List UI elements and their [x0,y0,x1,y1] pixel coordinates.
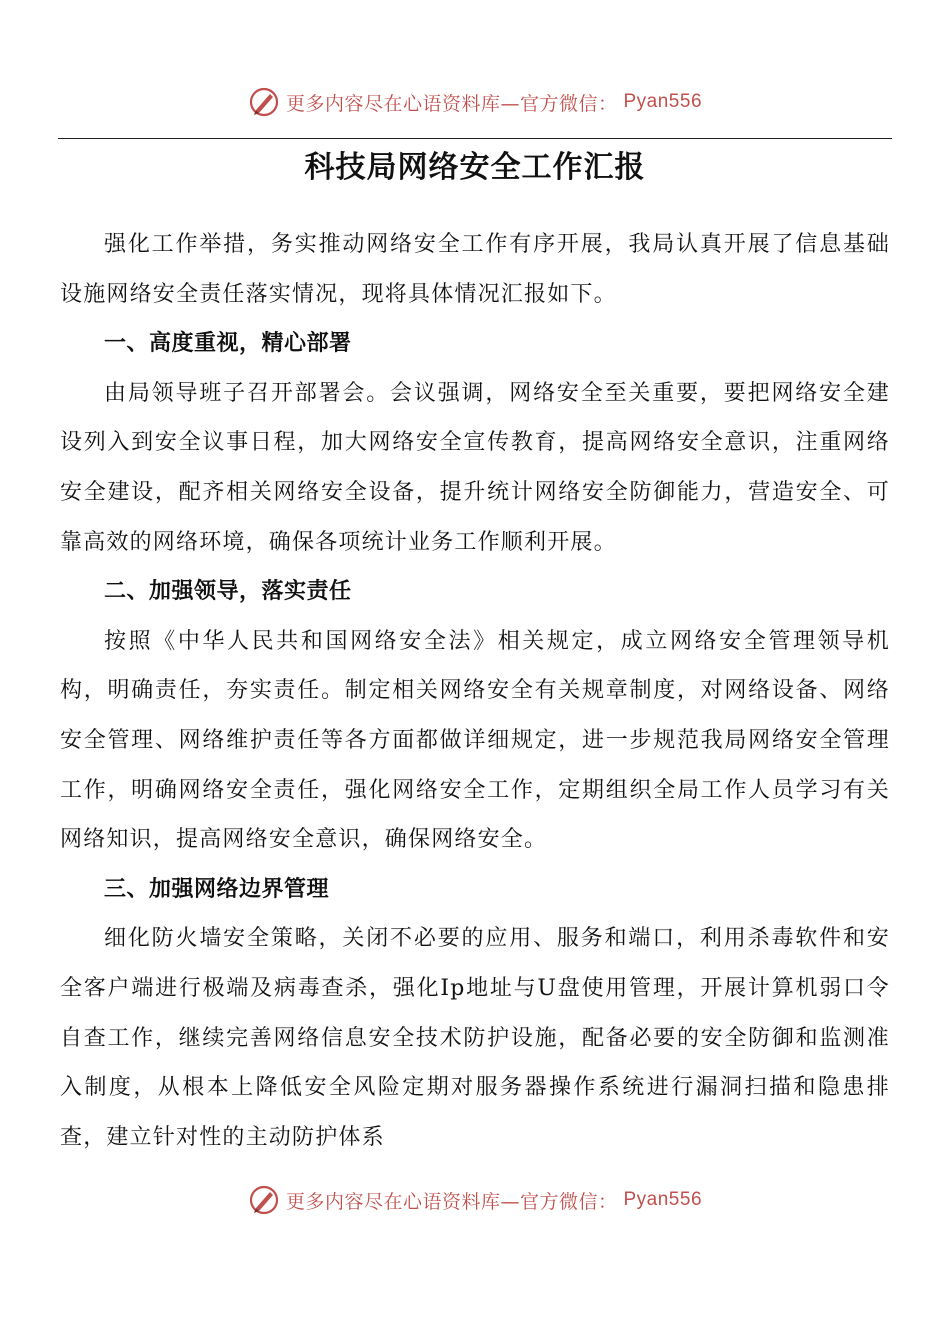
banner-text: 更多内容尽在心语资料库—官方微信： [285,92,618,115]
document-body [60,220,890,1162]
header-banner [0,82,950,122]
section-paragraph: 细化防火墙安全策略，关闭不必要的应用、服务和端口，利用杀毒软件和安全客户端进行极端及病毒查杀，强化Ip地址与U盘使用管理，开展计算机弱口令自查工作，继续完善网络信息安全技术防护设施，配备必要的安全防御和监测准入制度，从根本上降低安全风险定期对服务器操作系统进行漏洞扫描和隐患排查，建立针对性的主动防护体系 [60,926,890,1150]
section-paragraph: 由局领导班子召开部署会。会议强调，网络安全至关重要，要把网络安全建设列入到安全议事日程，加大网络安全宣传教育，提高网络安全意识，注重网络安全建设，配齐相关网络安全设备，提升统计网络安全防御能力，营造安全、可靠高效的网络环境，确保各项统计业务工作顺利开展。 [60,380,890,555]
pen-logo-icon [248,1184,280,1216]
pen-logo-icon [248,86,280,118]
intro-paragraph: 强化工作举措，务实推动网络安全工作有序开展，我局认真开展了信息基础设施网络安全责任落实情况，现将具体情况汇报如下。 [60,232,890,307]
document-title: 科技局网络安全工作汇报 [304,150,646,185]
footer-banner [0,1180,950,1220]
header-divider [58,138,892,139]
section-heading: 三、加强网络边界管理 [104,876,330,902]
section-heading: 一、高度重视，精心部署 [104,331,352,357]
section-heading: 二、加强领导，落实责任 [104,579,352,605]
banner-text: 更多内容尽在心语资料库—官方微信： [285,1190,618,1213]
section-paragraph: 按照《中华人民共和国网络安全法》相关规定，成立网络安全管理领导机构，明确责任，夯实责任。制定相关网络安全有关规章制度，对网络设备、网络安全管理、网络维护责任等各方面都做详细规定，进一步规范我局网络安全管理工作，明确网络安全责任，强化网络安全工作，定期组织全局工作人员学习有关网络知识，提高网络安全意识，确保网络安全。 [60,628,890,853]
banner-account: Pyan556 [623,91,703,112]
banner-account: Pyan556 [623,1189,703,1210]
